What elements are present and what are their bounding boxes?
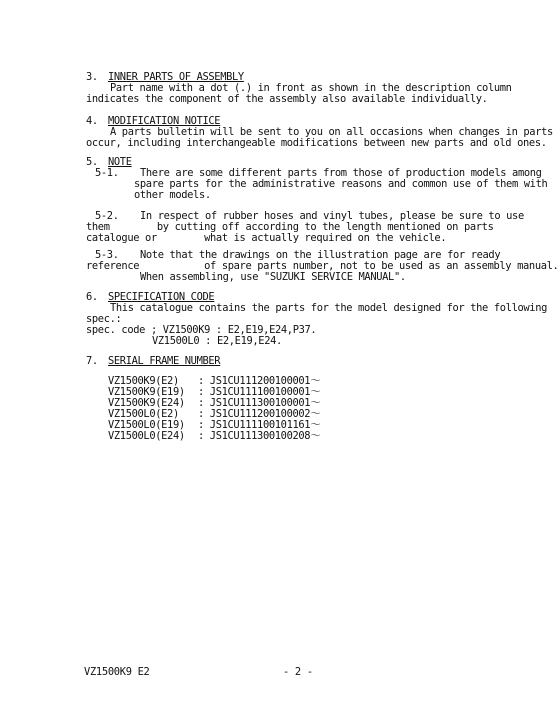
section-4-text-line-1: A parts bulletin will be sent to you on all occasions when changes in parts [110,126,553,138]
note-5-1-line-2: spare parts for the administrative reasons and common use of them with [134,178,548,190]
page-number: - 2 - [283,666,313,678]
note-5-1-label: 5-1. [95,167,119,179]
note-5-2-line-1: In respect of rubber hoses and vinyl tubes, please be sure to use [140,210,524,222]
note-5-3-line-1: Note that the drawings on the illustration page are for ready [140,249,501,261]
section-6-text-line-2: spec.: [86,313,122,325]
serial-row-number: : JS1CU111100101161～ [198,419,321,431]
serial-row-model: VZ1500L0(E2) [108,408,179,420]
footer-model-code: VZ1500K9 E2 [84,666,150,678]
section-4-text-line-2: occur, including interchangeable modifications between new parts and old ones. [86,137,547,149]
spec-code-line-2: VZ1500L0 : E2,E19,E24. [152,335,282,347]
note-5-1-line-3: other models. [134,189,211,201]
section-6-text-line-1: This catalogue contains the parts for the model designed for the following [110,302,548,314]
section-3-text-line-1: Part name with a dot (.) in front as shown in the description column [110,82,512,94]
section-3-heading: INNER PARTS OF ASSEMBLY [108,71,244,83]
serial-row-number: : JS1CU111300100001～ [198,397,321,409]
serial-row-model: VZ1500K9(E19) [108,386,185,398]
section-3-number: 3. [86,71,98,83]
note-5-2-label: 5-2. [95,210,119,222]
section-3-text-line-2: indicates the component of the assembly also available individually. [86,93,488,105]
note-5-3-line-3: When assembling, use "SUZUKI SERVICE MANUAL". [140,271,406,283]
section-4-heading: MODIFICATION NOTICE [108,115,221,127]
serial-row-number: : JS1CU111300100208～ [198,430,321,442]
section-6-heading: SPECIFICATION CODE [108,291,215,303]
note-5-3-label: 5-3. [95,249,119,261]
serial-row-model: VZ1500K9(E2) [108,375,179,387]
section-4-number: 4. [86,115,98,127]
serial-row-number: : JS1CU111200100001～ [198,375,321,387]
note-5-2-line-3: catalogue or what is actually required on the vehicle. [86,232,447,244]
note-5-3-line-2: reference of spare parts number, not to be used as an assembly manual. [86,260,559,272]
serial-row-model: VZ1500L0(E19) [108,419,185,431]
serial-row-model: VZ1500L0(E24) [108,430,185,442]
serial-row-model: VZ1500K9(E24) [108,397,185,409]
note-5-1-line-1: There are some different parts from those of production models among [140,167,542,179]
section-5-number: 5. [86,156,98,168]
section-7-number: 7. [86,355,98,367]
section-6-number: 6. [86,291,98,303]
serial-row-number: : JS1CU111200100002～ [198,408,321,420]
section-5-heading: NOTE [108,156,132,168]
serial-row-number: : JS1CU111100100001～ [198,386,321,398]
section-7-heading: SERIAL FRAME NUMBER [108,355,221,367]
note-5-2-line-2: them by cutting off according to the length mentioned on parts [86,221,494,233]
spec-code-line-1: spec. code ; VZ1500K9 : E2,E19,E24,P37. [86,324,317,336]
